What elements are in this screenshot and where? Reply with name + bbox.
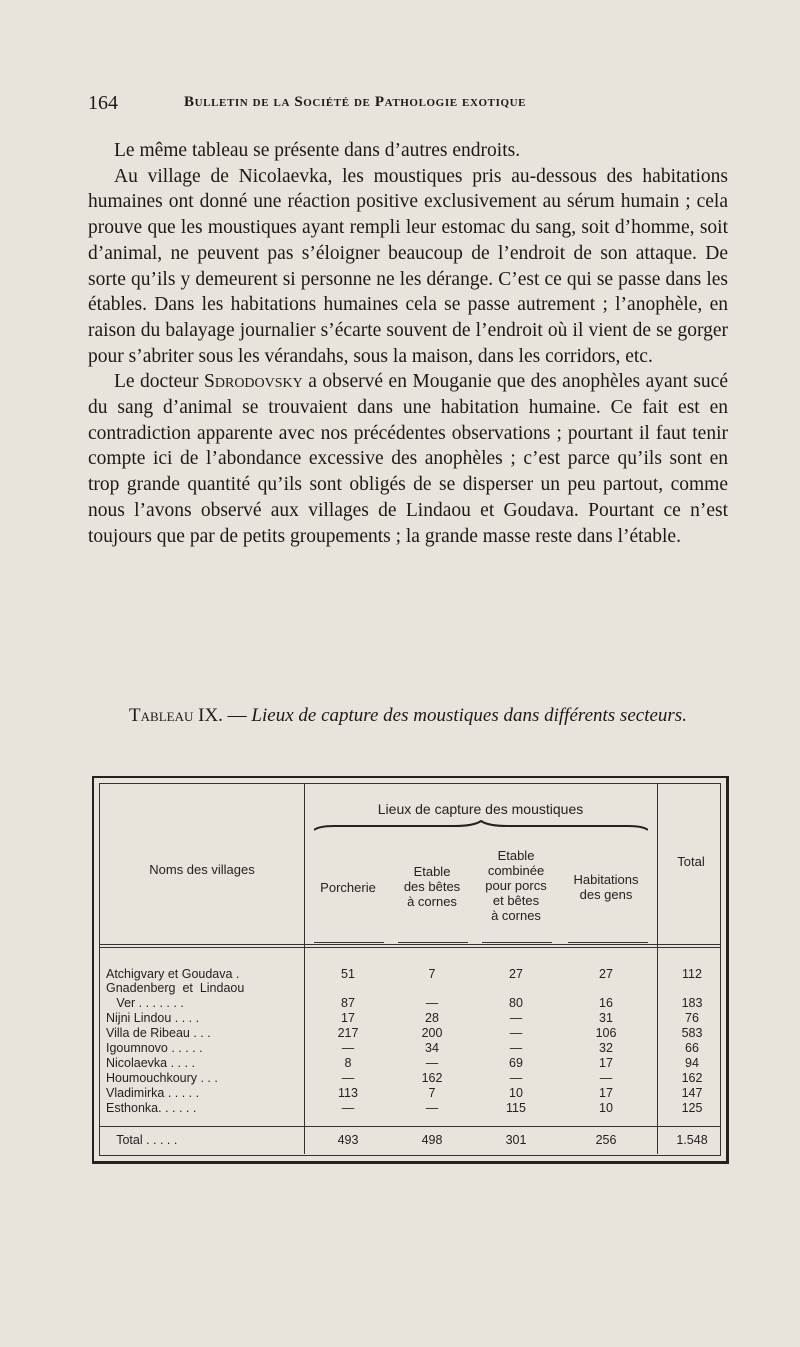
cell-name: Igoumnovo . . . . . (106, 1041, 203, 1055)
table-row (100, 1101, 720, 1115)
cell-etable: 200 (421, 1026, 443, 1040)
cell-habitations: 17 (599, 1056, 613, 1070)
cell-combinee: — (509, 1011, 523, 1025)
cell-habitations: 256 (595, 1133, 617, 1147)
table-row (100, 996, 720, 1010)
header-etable-combinee-line: et bêtes (492, 893, 540, 908)
cell-name: Total . . . . . (106, 1133, 178, 1147)
cell-combinee: 69 (509, 1056, 523, 1070)
header-etable-combinee (476, 848, 556, 923)
page-number: 164 (88, 92, 118, 114)
cell-name: Nijni Lindou . . . . (106, 1011, 200, 1025)
cell-combinee: — (509, 1026, 523, 1040)
table-caption (88, 702, 728, 729)
cell-name: Ver . . . . . . . (106, 996, 184, 1010)
header-separator (100, 944, 720, 945)
cell-porcherie: 17 (341, 1011, 355, 1025)
cell-habitations: 32 (599, 1041, 613, 1055)
table-row (100, 967, 720, 981)
cell-name: Atchigvary et Goudava . (106, 967, 240, 981)
table-row (100, 981, 720, 995)
cell-combinee: — (509, 1041, 523, 1055)
page-header (88, 92, 648, 118)
cell-habitations: 10 (599, 1101, 613, 1115)
cell-name: Gnadenberg et Lindaou (106, 981, 245, 995)
column-underline (568, 942, 648, 943)
cell-habitations: 27 (599, 967, 613, 981)
header-total: Total (677, 854, 705, 869)
cell-habitations: 31 (599, 1011, 613, 1025)
paragraph-3-start: Le docteur (114, 371, 205, 393)
cell-porcherie: 113 (338, 1086, 358, 1100)
column-underline (398, 942, 468, 943)
cell-name: Houmouchkoury . . . (106, 1071, 218, 1085)
cell-name: Esthonka. . . . . . (106, 1101, 197, 1115)
cell-porcherie: — (341, 1071, 355, 1085)
cell-total: 583 (681, 1026, 703, 1040)
running-title: Bulletin de la Société de Pathologie exotique (184, 94, 527, 110)
cell-etable: — (425, 1056, 439, 1070)
cell-combinee: 10 (509, 1086, 523, 1100)
cell-porcherie: 51 (341, 967, 355, 981)
header-porcherie: Porcherie (320, 880, 376, 895)
header-separator-2 (100, 947, 720, 948)
header-etable-cornes (392, 864, 472, 909)
paragraph-3 (88, 369, 728, 549)
cell-porcherie: 217 (337, 1026, 359, 1040)
header-habitations (560, 872, 652, 902)
total-separator (100, 1126, 720, 1127)
column-underline (482, 942, 552, 943)
table-row (100, 1056, 720, 1070)
cell-porcherie: — (341, 1041, 355, 1055)
cell-combinee: — (509, 1071, 523, 1085)
header-etable-combinee-line: pour porcs (485, 878, 547, 893)
cell-name: Vladimirka . . . . . (106, 1086, 200, 1100)
cell-combinee: 115 (506, 1101, 526, 1115)
table-row (100, 1086, 720, 1100)
cell-habitations: 17 (599, 1086, 613, 1100)
header-habitations-line: des gens (579, 887, 633, 902)
cell-combinee: 301 (505, 1133, 527, 1147)
data-table (92, 776, 729, 1164)
cell-habitations: 106 (595, 1026, 617, 1040)
cell-total: 183 (681, 996, 703, 1010)
cell-total: 162 (681, 1071, 703, 1085)
cell-habitations: 16 (599, 996, 613, 1010)
cell-etable: — (425, 1101, 439, 1115)
header-etable-cornes-line: à cornes (407, 894, 457, 909)
author-name: Sdrodovsky (204, 371, 303, 393)
table-total-row (100, 1133, 720, 1147)
cell-porcherie: 8 (344, 1056, 352, 1070)
cell-total: 147 (681, 1086, 703, 1100)
header-village-names: Noms des villages (149, 862, 255, 877)
cell-name: Nicolaevka . . . . (106, 1056, 195, 1070)
cell-total: 76 (685, 1011, 699, 1025)
cell-porcherie: 87 (341, 996, 355, 1010)
paragraph-3-rest: a observé en Mouganie que des anophèles ayant sucé du sang d’animal se trouvaient dans une habitation humaine. Ce fait est en contradiction apparente avec nos précédentes observations ; pourtant il faut tenir compte ici de l’abondance excessive des anophèles ; c’est parce qu’ils sont en trop grande quantité qu’ils sont obligés de se disperser un peu partout, comme nous l’avons observé aux villages de Lindaou et Goudava. Pourtant ce n’est toujours que par de petits groupements ; la grande masse reste dans l’étable. (88, 371, 728, 547)
cell-combinee: 80 (509, 996, 523, 1010)
cell-etable: 7 (428, 967, 436, 981)
body-text (88, 138, 728, 549)
cell-total: 94 (685, 1056, 699, 1070)
cell-total: 66 (685, 1041, 699, 1055)
table-row (100, 1011, 720, 1025)
header-etable-cornes-line: Etable (413, 864, 451, 879)
group-brace (314, 820, 648, 834)
column-underline (314, 942, 384, 943)
table-label: Tableau IX. (129, 705, 223, 726)
cell-porcherie: — (341, 1101, 355, 1115)
table-title: Lieux de capture des moustiques dans différents secteurs. (251, 705, 687, 726)
header-habitations-line: Habitations (573, 872, 639, 887)
cell-habitations: — (599, 1071, 613, 1085)
cell-total: 1.548 (676, 1133, 708, 1147)
cell-etable: 7 (428, 1086, 436, 1100)
table-row (100, 1041, 720, 1055)
group-header: Lieux de capture des moustiques (377, 801, 584, 817)
caption-dash: — (222, 705, 252, 726)
cell-total: 112 (682, 967, 702, 981)
cell-etable: — (425, 996, 439, 1010)
cell-porcherie: 493 (337, 1133, 359, 1147)
cell-total: 125 (681, 1101, 703, 1115)
table-inner-border (99, 783, 721, 1156)
cell-etable: 34 (425, 1041, 439, 1055)
cell-etable: 162 (421, 1071, 443, 1085)
cell-name: Villa de Ribeau . . . (106, 1026, 211, 1040)
cell-etable: 498 (421, 1133, 443, 1147)
cell-etable: 28 (425, 1011, 439, 1025)
cell-combinee: 27 (509, 967, 523, 981)
paragraph-1: Le même tableau se présente dans d’autres endroits. (114, 140, 521, 161)
header-etable-combinee-line: combinée (487, 863, 545, 878)
table-row (100, 1026, 720, 1040)
header-etable-combinee-line: à cornes (491, 908, 541, 923)
table-row (100, 1071, 720, 1085)
header-etable-cornes-line: des bêtes (403, 879, 461, 894)
paragraph-2: Au village de Nicolaevka, les moustiques pris au-dessous des habitations humaines ont donné une réaction positive exclusivement au sérum humain ; cela prouve que les moustiques ayant rempli leur estomac du sang, soit d’homme, soit d’animal, ne peuvent pas s’éloigner beaucoup de l’endroit de son attaque. De sorte qu’ils y demeurent si personne ne les dérange. C’est ce qui se passe dans les étables. Dans les habitations humaines cela se passe autrement ; l’anophèle, en raison du balayage journalier s’écarte souvent de l’endroit où il vient de se gorger pour s’abriter sous les vérandahs, sous la maison, dans les corridors, etc. (88, 165, 728, 367)
header-etable-combinee-line: Etable (497, 848, 535, 863)
